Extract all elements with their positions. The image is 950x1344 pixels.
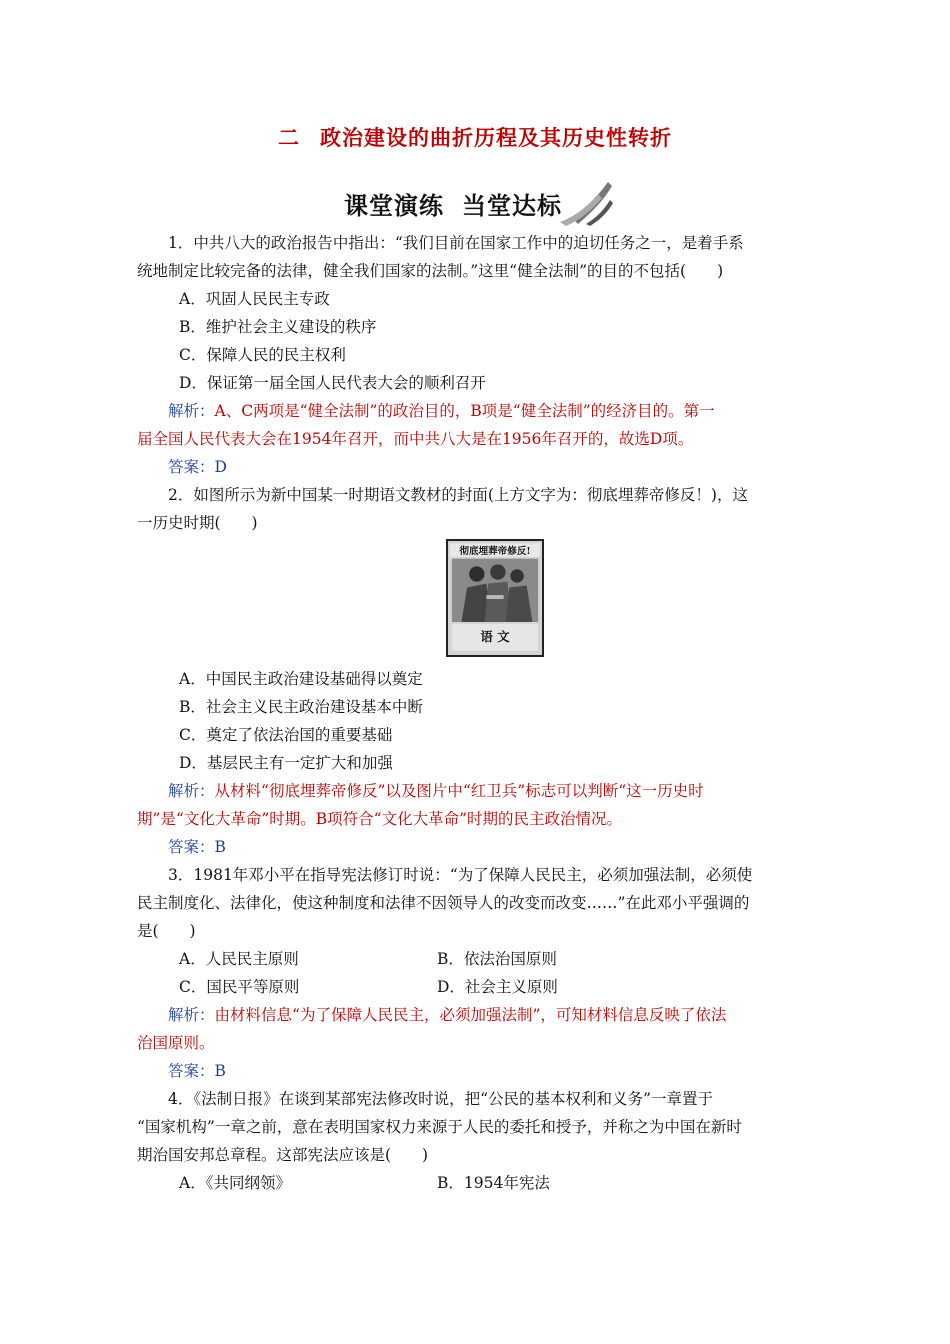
q3-option-b: B．依法治国原则: [437, 950, 557, 968]
q1-stem-line1: 1．中共八大的政治报告中指出：“我们目前在国家工作中的迫切任务之一，是着手系: [168, 234, 744, 252]
q4-options-row1: [137, 1169, 813, 1197]
q2-option-c: C．奠定了依法治国的重要基础: [179, 726, 393, 744]
q1-option-c: C．保障人民的民主权利: [179, 346, 346, 364]
cover-top-text: 彻底埋葬帝修反!: [459, 545, 531, 557]
banner-right: 当堂达标: [462, 191, 562, 220]
q1-exp-label: 解析：: [168, 402, 215, 420]
q3-options-row2: [137, 973, 813, 1001]
q3-option-d: D．社会主义原则: [437, 978, 558, 996]
page-title: [137, 122, 813, 152]
q3-exp-label: 解析：: [168, 1006, 215, 1024]
textbook-cover-figure: [137, 539, 813, 659]
banner-left: 课堂演练: [344, 191, 444, 220]
q1-exp-line2: 届全国人民代表大会在1954年召开，而中共八大是在1956年召开的，故选D项。: [137, 430, 694, 448]
q4-stem-line3: 期治国安邦总章程。这部宪法应该是( ): [137, 1146, 429, 1164]
q3-stem-line2: 民主制度化、法律化，使这种制度和法律不因领导人的改变而改变……”在此邓小平强调的: [137, 894, 750, 912]
q2-option-d: D．基层民主有一定扩大和加强: [179, 754, 393, 772]
q2-exp-line2: 期”是“文化大革命”时期。B项符合“文化大革命”时期的民主政治情况。: [137, 810, 623, 828]
q2-option-b: B．社会主义民主政治建设基本中断: [179, 698, 423, 716]
q1-explanation: [137, 397, 813, 425]
question-list: [137, 229, 813, 1197]
section-banner: [336, 178, 616, 226]
q1-answer: 答案：D: [168, 458, 227, 476]
q3-exp-line2: 治国原则。: [137, 1034, 215, 1052]
q3-stem-line3: 是( ): [137, 922, 196, 940]
q4-option-a: A．《共同纲领》: [179, 1174, 291, 1192]
q3-answer: 答案：B: [168, 1062, 226, 1080]
title-number: 二: [278, 125, 300, 150]
q3-option-c: C．国民平等原则: [179, 978, 300, 996]
q2-exp-line1: 从材料“彻底埋葬帝修反”以及图片中“红卫兵”标志可以判断“这一历史时: [214, 782, 704, 800]
cover-bottom-text: 语 文: [480, 629, 510, 645]
q4-stem-line2: “国家机构”一章之前，意在表明国家权力来源于人民的委托和授予，并称之为中国在新时: [137, 1118, 742, 1136]
q2-stem-line1: 2．如图所示为新中国某一时期语文教材的封面(上方文字为：彻底埋葬帝修反！)，这: [168, 486, 748, 504]
q1-exp-line1: A、C两项是“健全法制”的政治目的，B项是“健全法制”的经济目的。第一: [214, 402, 715, 420]
q1-option-d: D．保证第一届全国人民代表大会的顺利召开: [179, 374, 486, 392]
banner-text: [344, 186, 562, 221]
q3-option-a: A．人民民主原则: [179, 950, 299, 968]
q3-exp-line1: 由材料信息“为了保障人民民主，必须加强法制”，可知材料信息反映了依法: [214, 1006, 727, 1024]
q2-exp-label: 解析：: [168, 782, 215, 800]
q2-answer: 答案：B: [168, 838, 226, 856]
title-text: 政治建设的曲折历程及其历史性转折: [320, 125, 672, 150]
q2-option-a: A．中国民主政治建设基础得以奠定: [179, 670, 423, 688]
q3-explanation: [137, 1001, 813, 1029]
q3-stem-line1: 3．1981年邓小平在指导宪法修订时说：“为了保障人民民主，必须加强法制，必须使: [168, 866, 753, 884]
q4-stem-line1: 4．《法制日报》在谈到某部宪法修改时说，把“公民的基本权利和义务”一章置于: [168, 1090, 713, 1108]
q2-explanation: [137, 777, 813, 805]
q1-option-a: A．巩固人民民主专政: [179, 290, 330, 308]
q1-stem-line2: 统地制定比较完备的法律，健全我们国家的法制。”这里“健全法制”的目的不包括( ): [137, 262, 724, 280]
q1-option-b: B．维护社会主义建设的秩序: [179, 318, 377, 336]
q4-option-b: B．1954年宪法: [437, 1174, 550, 1192]
q3-options-row1: [137, 945, 813, 973]
q2-stem-line2: 一历史时期( ): [137, 514, 258, 532]
textbook-cover-image: [446, 539, 544, 657]
